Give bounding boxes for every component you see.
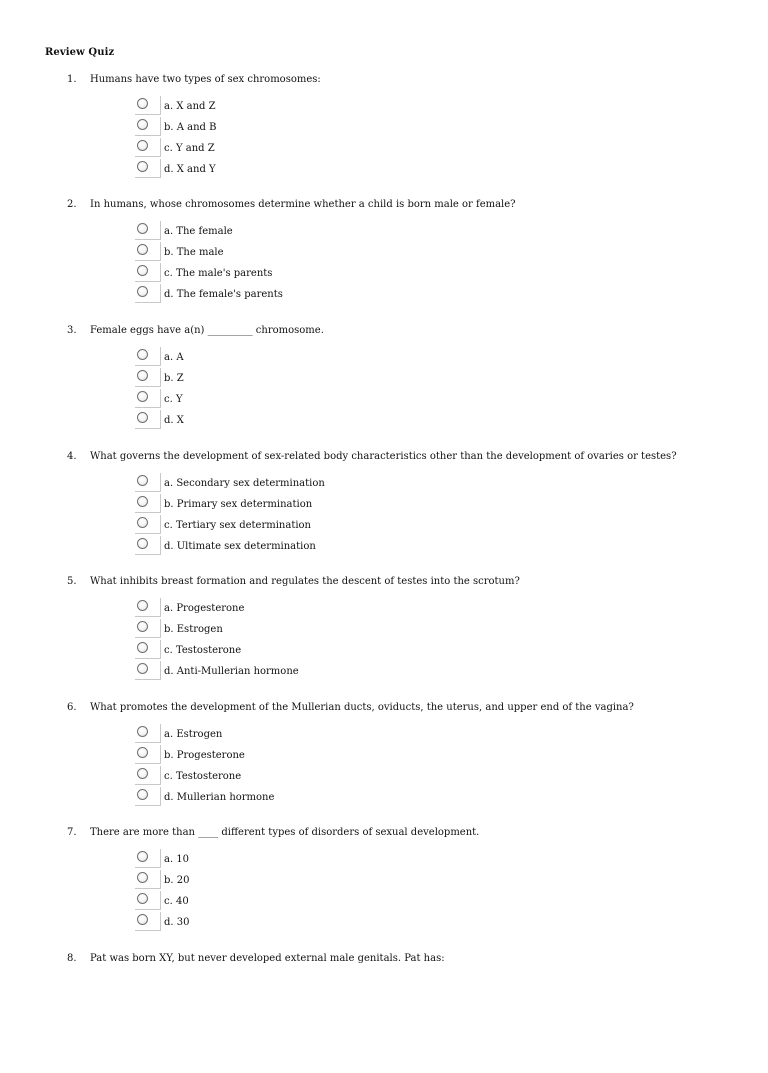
answer-option[interactable] [135, 389, 435, 410]
answer-option[interactable] [135, 494, 435, 515]
answer-label: c. The male's parents [164, 268, 273, 279]
radio-cell [135, 221, 161, 240]
radio-cell [135, 619, 161, 638]
radio-button[interactable] [137, 286, 148, 297]
radio-button[interactable] [137, 412, 148, 423]
answer-label: b. Primary sex determination [164, 499, 313, 510]
answer-option[interactable] [135, 347, 435, 368]
answer-option[interactable] [135, 242, 435, 263]
question-7 [0, 827, 768, 947]
question-number: 5. [67, 576, 77, 587]
radio-cell [135, 598, 161, 617]
radio-cell [135, 787, 161, 806]
answer-label: c. Testosterone [164, 771, 242, 782]
answer-option[interactable] [135, 117, 435, 138]
answer-option[interactable] [135, 515, 435, 536]
radio-button[interactable] [137, 642, 148, 653]
answer-option[interactable] [135, 221, 435, 242]
radio-button[interactable] [137, 914, 148, 925]
answer-label: c. 40 [164, 896, 189, 907]
answer-option[interactable] [135, 891, 435, 912]
page-title: Review Quiz [45, 47, 115, 58]
answer-label: d. The female's parents [164, 289, 283, 300]
radio-button[interactable] [137, 517, 148, 528]
answer-option[interactable] [135, 473, 435, 494]
question-text: There are more than ____ different types of disorders of sexual development. [90, 827, 480, 838]
answer-label: d. Anti-Mullerian hormone [164, 666, 299, 677]
radio-cell [135, 284, 161, 303]
question-8 [0, 953, 768, 1073]
radio-cell [135, 117, 161, 136]
radio-cell [135, 724, 161, 743]
radio-button[interactable] [137, 851, 148, 862]
answer-label: b. The male [164, 247, 224, 258]
question-number: 4. [67, 451, 77, 462]
radio-button[interactable] [137, 119, 148, 130]
question-4 [0, 451, 768, 571]
radio-button[interactable] [137, 98, 148, 109]
answer-label: b. Estrogen [164, 624, 223, 635]
radio-button[interactable] [137, 161, 148, 172]
question-text: Female eggs have a(n) _________ chromosome. [90, 325, 324, 336]
radio-button[interactable] [137, 621, 148, 632]
question-text: What governs the development of sex-related body characteristics other than the development of ovaries or testes? [90, 451, 677, 462]
answer-label: c. Y [164, 394, 183, 405]
answer-label: c. Testosterone [164, 645, 242, 656]
radio-button[interactable] [137, 265, 148, 276]
radio-button[interactable] [137, 244, 148, 255]
radio-button[interactable] [137, 789, 148, 800]
question-text: What promotes the development of the Mullerian ducts, oviducts, the uterus, and upper end of the vagina? [90, 702, 634, 713]
answer-option[interactable] [135, 766, 435, 787]
radio-button[interactable] [137, 538, 148, 549]
answer-label: d. 30 [164, 917, 190, 928]
radio-cell [135, 870, 161, 889]
answer-options [135, 473, 435, 557]
answer-option[interactable] [135, 410, 435, 431]
answer-option[interactable] [135, 138, 435, 159]
radio-button[interactable] [137, 391, 148, 402]
radio-cell [135, 159, 161, 178]
radio-button[interactable] [137, 475, 148, 486]
question-number: 7. [67, 827, 77, 838]
radio-button[interactable] [137, 600, 148, 611]
question-number: 6. [67, 702, 77, 713]
question-3 [0, 325, 768, 445]
question-number: 3. [67, 325, 77, 336]
answer-label: a. Estrogen [164, 729, 223, 740]
radio-cell [135, 536, 161, 555]
answer-option[interactable] [135, 536, 435, 557]
radio-button[interactable] [137, 768, 148, 779]
answer-label: b. Progesterone [164, 750, 245, 761]
answer-option[interactable] [135, 159, 435, 180]
question-text: Humans have two types of sex chromosomes: [90, 74, 321, 85]
radio-cell [135, 515, 161, 534]
answer-option[interactable] [135, 745, 435, 766]
question-1 [0, 74, 768, 194]
radio-cell [135, 912, 161, 931]
radio-cell [135, 242, 161, 261]
question-text: In humans, whose chromosomes determine whether a child is born male or female? [90, 199, 516, 210]
answer-label: c. Y and Z [164, 143, 215, 154]
answer-options [135, 849, 435, 933]
radio-cell [135, 745, 161, 764]
radio-cell [135, 263, 161, 282]
question-text: What inhibits breast formation and regulates the descent of testes into the scrotum? [90, 576, 520, 587]
radio-cell [135, 494, 161, 513]
radio-button[interactable] [137, 140, 148, 151]
radio-cell [135, 473, 161, 492]
answer-label: a. 10 [164, 854, 190, 865]
answer-label: d. Ultimate sex determination [164, 541, 316, 552]
answer-label: a. The female [164, 226, 233, 237]
radio-button[interactable] [137, 663, 148, 674]
answer-option[interactable] [135, 368, 435, 389]
question-number: 1. [67, 74, 77, 85]
radio-button[interactable] [137, 223, 148, 234]
radio-button[interactable] [137, 726, 148, 737]
radio-cell [135, 96, 161, 115]
radio-cell [135, 640, 161, 659]
answer-options [135, 598, 435, 682]
answer-option[interactable] [135, 787, 435, 808]
answer-label: a. Secondary sex determination [164, 478, 325, 489]
answer-option[interactable] [135, 598, 435, 619]
radio-cell [135, 891, 161, 910]
radio-button[interactable] [137, 496, 148, 507]
answer-option[interactable] [135, 619, 435, 640]
answer-option[interactable] [135, 724, 435, 745]
question-number: 8. [67, 953, 77, 964]
question-6 [0, 702, 768, 822]
radio-button[interactable] [137, 370, 148, 381]
radio-cell [135, 410, 161, 429]
question-5 [0, 576, 768, 696]
answer-label: d. X and Y [164, 164, 216, 175]
answer-option[interactable] [135, 640, 435, 661]
radio-cell [135, 661, 161, 680]
radio-cell [135, 849, 161, 868]
answer-options [135, 96, 435, 180]
answer-option[interactable] [135, 870, 435, 891]
answer-label: a. X and Z [164, 101, 216, 112]
answer-label: c. Tertiary sex determination [164, 520, 312, 531]
answer-option[interactable] [135, 284, 435, 305]
radio-cell [135, 138, 161, 157]
answer-option[interactable] [135, 96, 435, 117]
answer-options [135, 724, 435, 808]
answer-option[interactable] [135, 263, 435, 284]
radio-button[interactable] [137, 872, 148, 883]
answer-option[interactable] [135, 661, 435, 682]
radio-cell [135, 347, 161, 366]
answer-label: b. A and B [164, 122, 217, 133]
radio-button[interactable] [137, 893, 148, 904]
answer-label: a. A [164, 352, 184, 363]
answer-options [135, 347, 435, 431]
radio-cell [135, 389, 161, 408]
answer-label: d. X [164, 415, 184, 426]
answer-option[interactable] [135, 849, 435, 870]
answer-label: d. Mullerian hormone [164, 792, 275, 803]
radio-cell [135, 368, 161, 387]
question-number: 2. [67, 199, 77, 210]
radio-cell [135, 766, 161, 785]
answer-label: b. 20 [164, 875, 190, 886]
radio-button[interactable] [137, 349, 148, 360]
answer-options [135, 221, 435, 305]
question-2 [0, 199, 768, 319]
answer-option[interactable] [135, 912, 435, 933]
question-text: Pat was born XY, but never developed external male genitals. Pat has: [90, 953, 445, 964]
answer-label: a. Progesterone [164, 603, 245, 614]
answer-label: b. Z [164, 373, 184, 384]
radio-button[interactable] [137, 747, 148, 758]
